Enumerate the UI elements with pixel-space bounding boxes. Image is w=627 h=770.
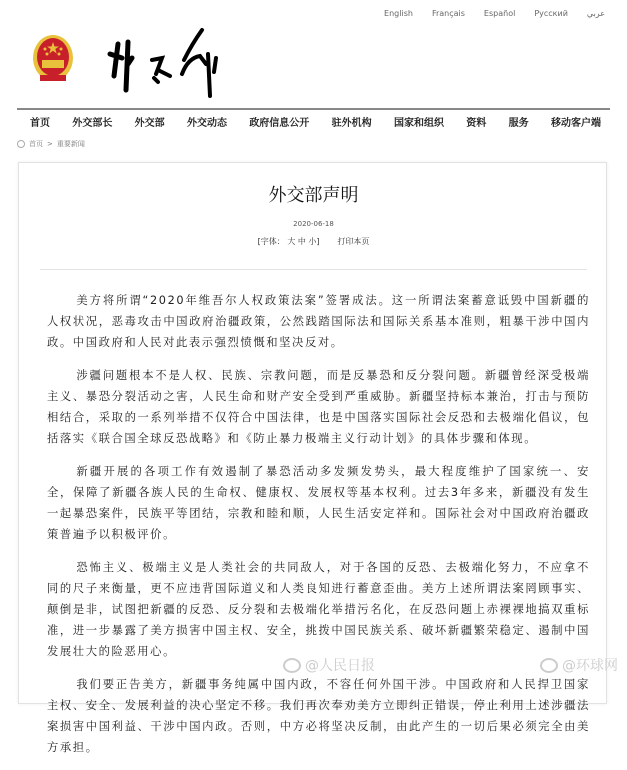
paragraph: 恐怖主义、极端主义是人类社会的共同敌人，对于各国的反恐、去极端化努力，不应拿不同的尺子来衡量，更不应违背国际道义和人类良知进行蓄意歪曲。美方上述所谓法案罔顾事实、颠倒是非，试图把新疆的反恐、反分裂和去极端化举措污名化，在反恐问题上赤裸裸地搞双重标准，进一步暴露了美方损害中国主权、安全，挑拨中国民族关系、破坏新疆繁荣稳定、遏制中国发展壮大的险恶用心。 [47,561,590,658]
paragraph: 我们要正告美方，新疆事务纯属中国内政，不容任何外国干涉。中国政府和人民捍卫国家主权、安全、发展利益的决心坚定不移。我们再次奉劝美方立即纠正错误，停止利用上述涉疆法案损害中国利益、干涉中国内政。否则，中方必将坚决反制，由此产生的一切后果必须完全由美方承担。 [47,678,590,754]
nav-countries[interactable]: 国家和组织 [393,118,444,129]
breadcrumb [17,139,85,149]
national-emblem-icon [32,33,74,87]
main-nav [30,114,601,129]
language-switcher [384,9,605,18]
weibo-icon [283,658,301,673]
font-size-label: [字体： [257,237,285,246]
nav-news[interactable]: 外交动态 [186,118,227,129]
watermark-huanqiu [540,655,618,675]
nav-minister[interactable]: 外交部长 [72,118,113,129]
nav-services[interactable]: 服务 [508,118,529,129]
mfa-calligraphy-logo [88,24,228,100]
article-body [47,290,590,770]
watermark-text: @环球网 [562,658,618,674]
paragraph: 新疆开展的各项工作有效遏制了暴恐活动多发频发势头，最大程度维护了国家统一、安全，保障了新疆各族人民的生命权、健康权、发展权等基本权利。过去3年多来，新疆没有发生一起暴恐案件，民族平等团结，宗教和睦和顺，人民生活安定祥和。国际社会对中国政府治疆政策普遍予以积极评价。 [47,465,590,541]
font-large-button[interactable]: 大 [287,237,296,246]
font-medium-button[interactable]: 中 [297,237,306,246]
lang-english[interactable]: English [384,9,413,18]
print-button[interactable]: 打印本页 [337,237,370,246]
nav-home[interactable]: 首页 [30,118,50,129]
nav-ministry[interactable]: 外交部 [134,118,165,129]
lang-french[interactable]: Français [431,9,465,18]
nav-mobile[interactable]: 移动客户端 [550,118,601,129]
font-small-button[interactable]: 小] [308,237,320,246]
article-date: 2020-06-18 [293,220,334,228]
breadcrumb-separator: > [47,140,53,148]
watermark-text: @人民日报 [305,658,375,674]
nav-resources[interactable]: 资料 [466,118,487,129]
paragraph: 涉疆问题根本不是人权、民族、宗教问题，而是反暴恐和反分裂问题。新疆曾经深受极端主义、暴恐分裂活动之害，人民生命和财产安全受到严重威胁。新疆坚持标本兼治，打击与预防相结合，采取的一系列举措不仅符合中国法律，也是中国落实国际社会反恐和去极端化倡议，包括落实《联合国全球反恐战略》和《防止暴力极端主义行动计划》的具体步骤和体现。 [47,369,590,445]
home-icon [17,140,25,148]
weibo-icon [540,658,558,673]
nav-divider [17,108,610,110]
paragraph: 美方将所谓“2020年维吾尔人权政策法案”签署成法。这一所谓法案蓄意诋毁中国新疆的人权状况，恶毒攻击中国政府治疆政策，公然践踏国际法和国际关系基本准则，粗暴干涉中国内政。中国政府和人民对此表示强烈愤慨和坚决反对。 [47,294,590,349]
article-tools [0,236,627,247]
page-title: 外交部声明 [268,185,359,206]
breadcrumb-current[interactable]: 重要新闻 [56,140,85,148]
header-divider [40,269,587,270]
lang-arabic[interactable]: عربي [586,9,605,18]
watermark-peoples-daily [283,655,375,675]
breadcrumb-home[interactable]: 首页 [29,140,43,148]
lang-russian[interactable]: Русский [534,9,568,18]
nav-missions[interactable]: 驻外机构 [331,118,372,129]
lang-spanish[interactable]: Español [483,9,516,18]
nav-gov-info[interactable]: 政府信息公开 [249,118,310,129]
